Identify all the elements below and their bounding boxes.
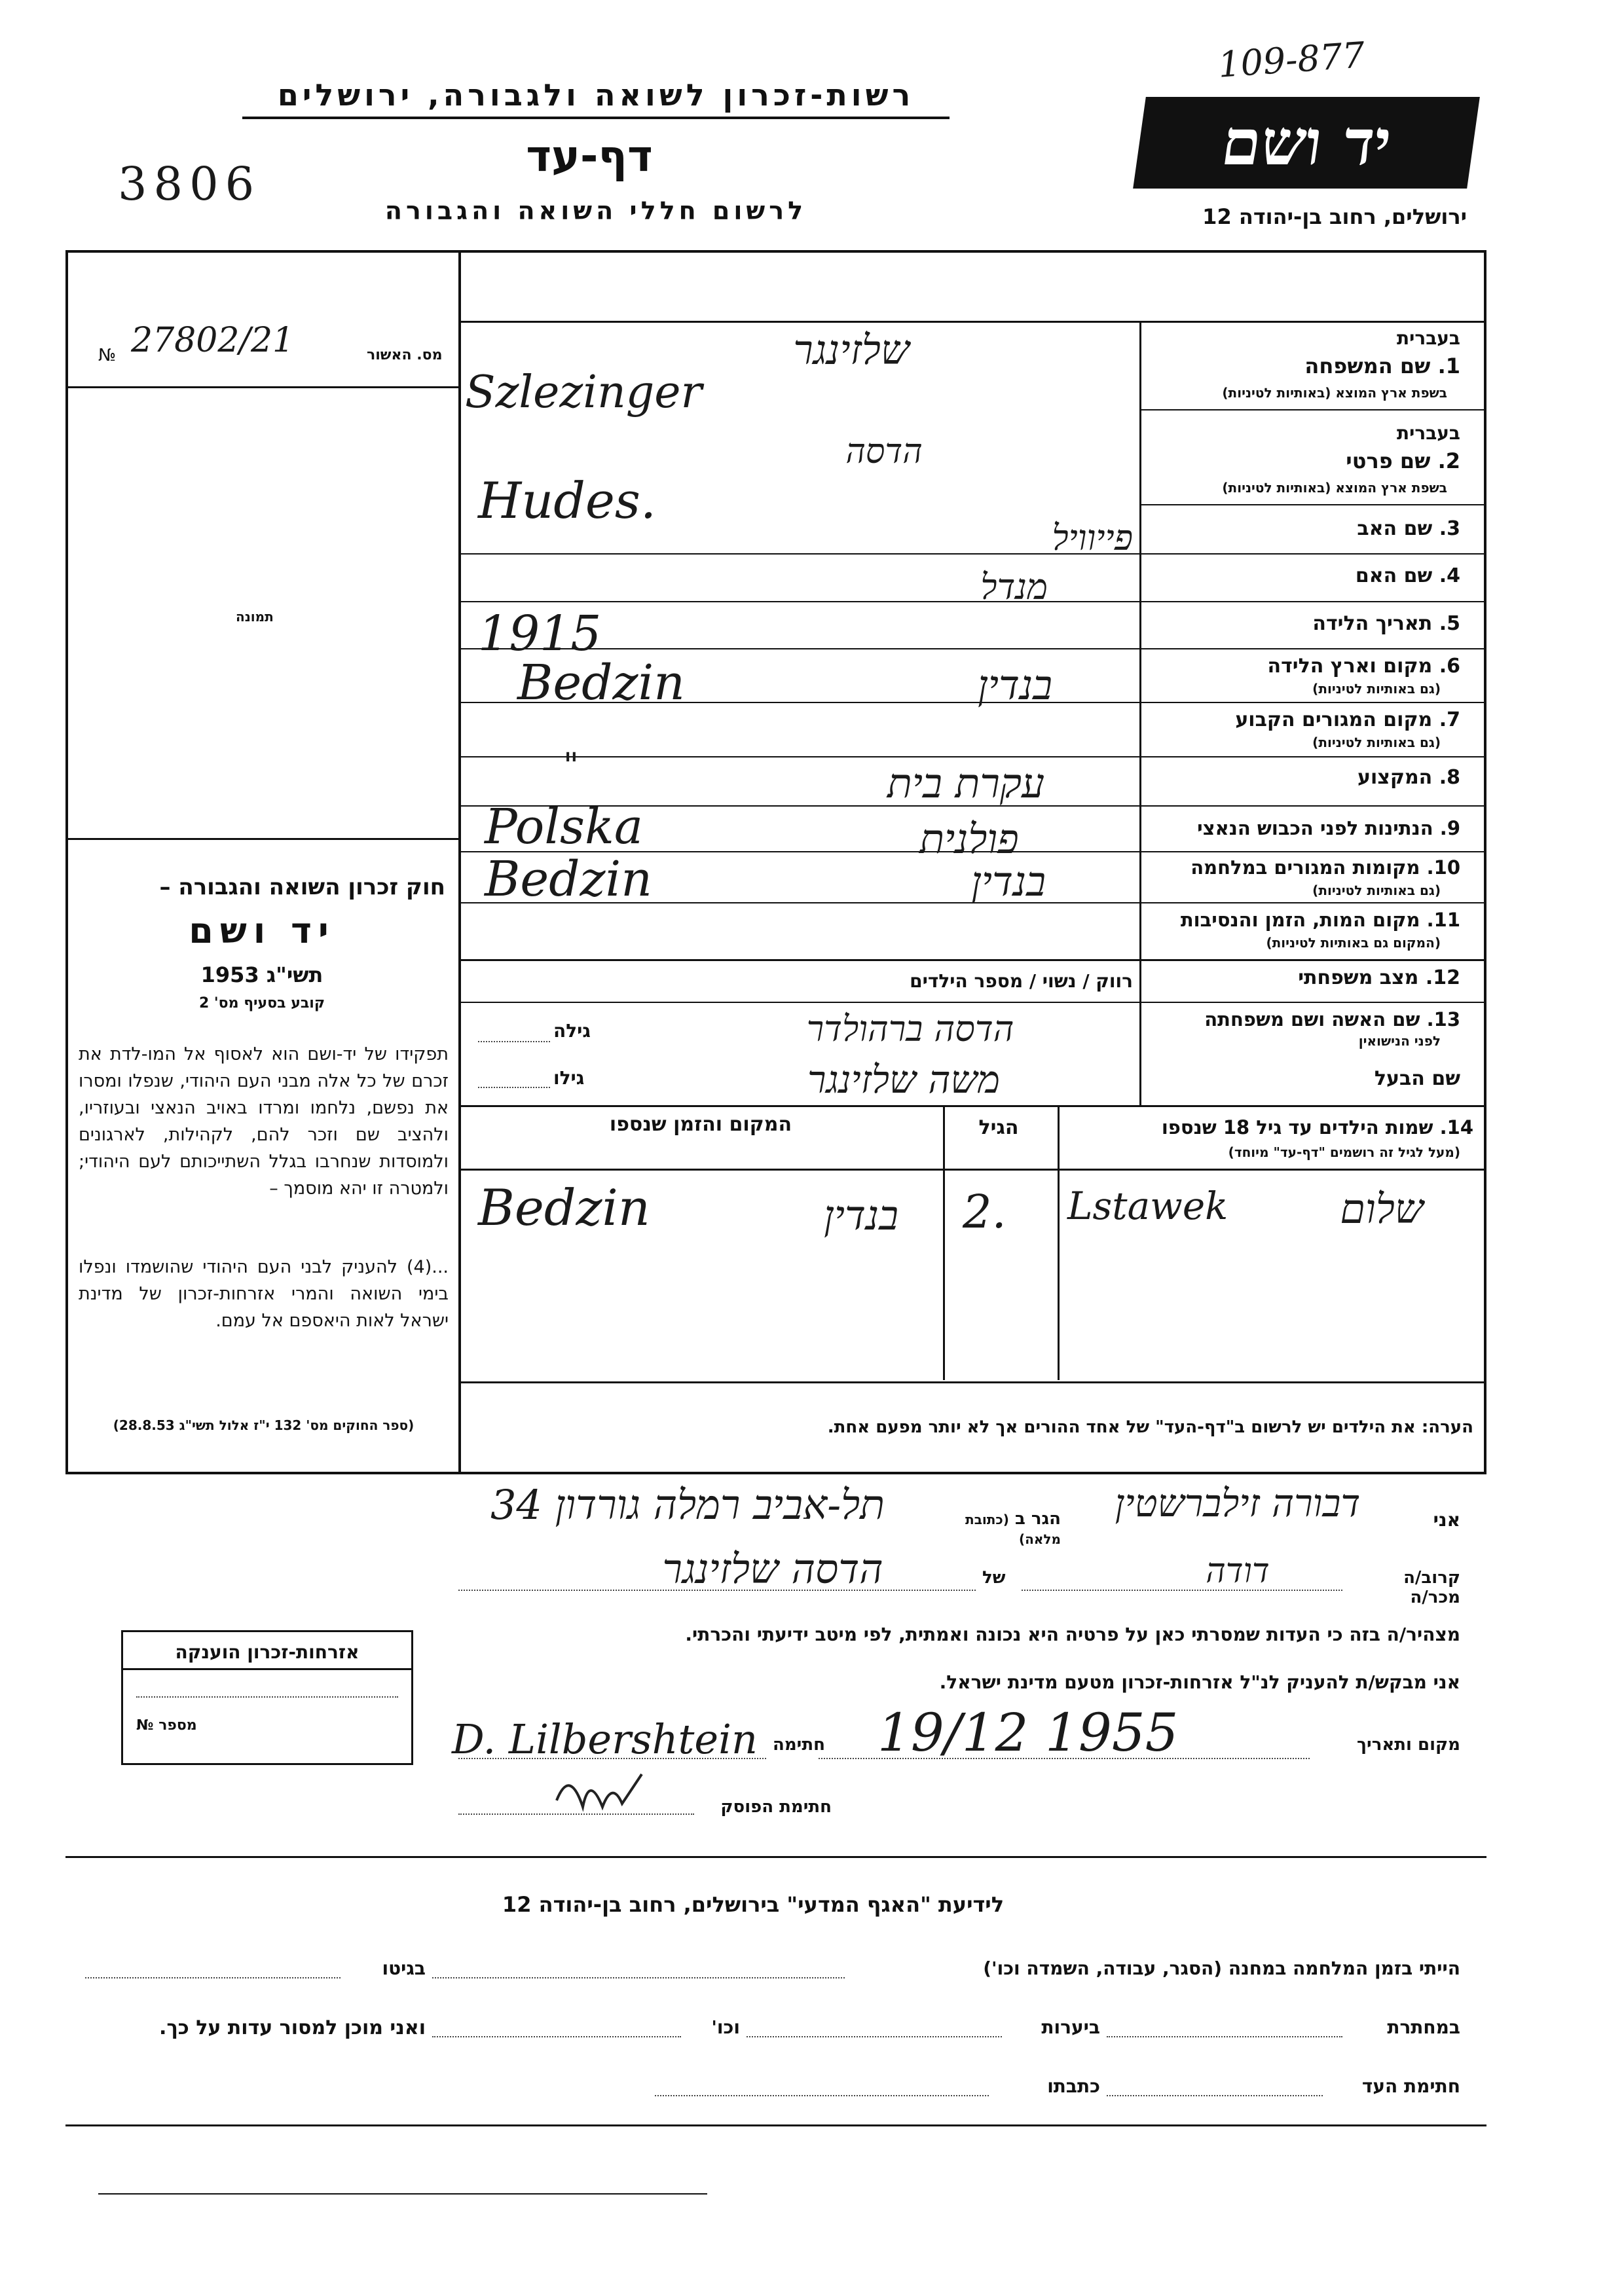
child-name-latin: Lstawek (1067, 1184, 1228, 1228)
child-place-latin: Bedzin (478, 1178, 650, 1237)
camp-label: הייתי בזמן המלחמה במחנה (הסגר, עבודה, השמדה וכו') (983, 1958, 1460, 1979)
law-source: (ספר החוקים מס' 132 י"ז אלול תשי"ג 28.8.53) (113, 1417, 415, 1433)
place-date-label: מקום ותאריך (1357, 1735, 1460, 1755)
child-place-hebrew: בנדין (823, 1192, 899, 1239)
approval-number: 27802/21 (131, 321, 295, 360)
of-name: הדסה שלזינגר (662, 1545, 883, 1593)
partisans-label: במחתרת (1387, 2016, 1460, 2038)
children-age-header: הגיל (978, 1116, 1019, 1139)
field-2-hebrew-tag: בעברית (1396, 422, 1460, 444)
declaration-statement: מצהיר/ה בזה כי העדות שמסרתי כאן על פרטיה היא נכונה ואמתית, לפי מיטב ידיעתי והכרתי. (685, 1624, 1460, 1645)
field-6-value-hebrew: בנדין (977, 661, 1053, 709)
field-11-sub: (המקום גם באותיות לטיניות) (1266, 935, 1441, 951)
field-8-label: 8. המקצוע (1357, 766, 1460, 789)
logo-address: ירושלים, רחוב בן-יהודה 12 (1202, 204, 1467, 229)
law-text-2: ...(4) להעניק לבני העם היהודי שהושמדו ונפלו בימי השואה והמרי אזרחות-זכרון של מדינת ישראל לאות היאספם אל עמם. (79, 1257, 449, 1331)
witness-sig-label: חתימת העד (1361, 2075, 1460, 2097)
field-2-value-hebrew: הדסה (845, 432, 923, 471)
field-7-sub: (גם באותיות לטיניות) (1312, 735, 1441, 750)
field-2-sub: בשפת ארץ המוצא (באותיות לטיניות) (1222, 480, 1447, 496)
children-sub: (מעל לגיל זה רושמים "דף-עד" מיוחד) (1228, 1144, 1460, 1160)
declaration-date: 19/12 1955 (877, 1702, 1179, 1763)
field-4-label: 4. שם האם (1355, 564, 1460, 587)
field-13-value: הדסה ברהולדר (806, 1008, 1014, 1049)
field-6-sub: (גם באותיות לטיניות) (1312, 681, 1441, 697)
field-7-label: 7. מקום המגורים הקבוע (1235, 708, 1460, 731)
field-10-sub: (גם באותיות לטיניות) (1312, 883, 1441, 898)
field-4-value: מנדל (980, 566, 1048, 608)
declaration-prefix: אני (1433, 1509, 1460, 1531)
field-10-label: 10. מקומות המגורים במלחמה (1190, 856, 1460, 879)
archive-reference: 109-877 (1217, 34, 1367, 86)
ghetto-label: בגיטו (382, 1958, 426, 1979)
authority-title: רשות-זכרון לשואה ולגבורה, ירושלים (277, 77, 915, 113)
field-2-value-latin: Hudes. (478, 471, 657, 530)
children-place-header: המקום והזמן שנספו (609, 1113, 792, 1136)
field-3-value: פייוויל (1052, 517, 1133, 558)
forests-label: ביערות (1041, 2016, 1100, 2038)
field-10-value-latin: Bedzin (485, 851, 652, 907)
husband-label: שם הבעל (1374, 1067, 1460, 1090)
field-9-value-hebrew: פולנית (919, 815, 1019, 863)
signature-label: חתימה (773, 1735, 825, 1755)
relation-value: דודה (1206, 1552, 1270, 1591)
field-13-age-label: גילה (553, 1020, 591, 1042)
declaration-request: אני מבקש/ת להעניק לנ"ל אזרחות-זכרון מטעם מדינת ישראל. (939, 1671, 1460, 1693)
address-label: כתבתו (1047, 2075, 1100, 2097)
field-7-value: " (563, 746, 579, 786)
field-1-hebrew-tag: בעברית (1396, 327, 1460, 349)
children-title: 14. שמות הילדים עד גיל 18 שנספו (1161, 1116, 1473, 1139)
authority-underline (242, 117, 950, 119)
citizenship-no-label: מספר № (136, 1717, 197, 1734)
etc-label: וכו' (711, 2016, 740, 2038)
citizenship-box-title: אזרחות-זכרון הוענקה (123, 1632, 411, 1670)
field-1-sub: בשפת ארץ המוצא (באותיות לטיניות) (1222, 385, 1447, 401)
form-title: דף-עד (526, 131, 653, 181)
law-clause: קובע בסעיף מס' 2 (198, 995, 325, 1011)
form-note: הערה: את הילדים יש לרשום ב"דף-העד" של אחד ההורים אך לא יותר מפעם אחת. (827, 1417, 1473, 1437)
field-1-label: 1. שם המשפחה (1304, 354, 1460, 378)
field-8-value: עקרת בית (887, 759, 1045, 807)
field-6-value-latin: Bedzin (517, 655, 685, 711)
resides-label: הגר ב (כתובת מלאה) (965, 1509, 1061, 1547)
approval-label: מס. האשור (367, 347, 443, 363)
child-age: 2. (963, 1185, 1006, 1239)
law-name: יד ושם (189, 910, 335, 951)
bottom-info-line: לידיעת "האגף המדעי" בירושלים, רחוב בן-יהודה 12 (502, 1892, 1005, 1917)
witness-name: דבורה זילברשטין (1115, 1481, 1361, 1525)
child-name-hebrew: שלום (1340, 1185, 1424, 1233)
husband-value: משה שלזינגר (807, 1057, 1000, 1102)
law-text: תפקידו של יד-ושם הוא לאסוף אל המו-לדת את זכרם של כל אלה מבני העם היהודי, שנפלו ומסרו את נפשם, נלחמו ומרדו באויב הנאצי ובעוזריו, ולהציב שם וזכר להם, לקהילות, לארגונים ולמוסדות שנחרבו בגלל השתייכותם לעם היהודי; ולמטרה זו יהא מוסמך – (79, 1044, 449, 1199)
official-signature-scribble (550, 1761, 681, 1820)
photo-label: תמונה (236, 609, 274, 625)
field-13-label: 13. שם האשה ושם משפחתה (1204, 1008, 1460, 1030)
field-9-label: 9. הנתינות לפני הכבוש הנאצי (1197, 817, 1460, 839)
field-12-label: 12. מצב משפחתי (1298, 966, 1460, 989)
field-1-value-hebrew: שלזינגר (793, 326, 910, 374)
relation-label: קרוב/ה מכר/ה (1403, 1568, 1460, 1607)
field-12-value: רווק / נשוי / מספר הילדים (910, 970, 1133, 992)
stamp-number: 3806 (118, 157, 261, 211)
field-3-label: 3. שם האב (1357, 517, 1460, 540)
field-11-label: 11. מקום המות, הזמן והנסיבות (1180, 909, 1460, 931)
of-label: של (982, 1568, 1006, 1588)
witness-address: תל-אביב רמלה גורדון 34 (490, 1481, 885, 1529)
citizenship-box (121, 1630, 413, 1765)
official-signature-label: חתימת הפוסק (720, 1797, 832, 1817)
yad-vashem-logo: יד ושם (1133, 97, 1480, 189)
law-year: תשי"ג 1953 (200, 962, 323, 987)
field-5-value: 1915 (478, 606, 602, 662)
field-10-value-hebrew: בנדין (970, 858, 1046, 905)
field-6-label: 6. מקום וארץ הלידה (1267, 655, 1460, 678)
law-title: חוק זכרון השואה והגבורה – (159, 874, 445, 900)
form-subtitle: לרשום חללי השואה והגבורה (384, 196, 807, 225)
field-1-value-latin: Szlezinger (465, 367, 703, 418)
ready-label: ואני מוכן למסור עדות על כך. (159, 2016, 426, 2039)
field-2-label: 2. שם פרטי (1346, 448, 1460, 473)
field-9-value-latin: Polska (485, 799, 643, 855)
husband-age-label: גילו (553, 1067, 585, 1089)
field-13-sub: לפני הנישואין (1358, 1033, 1441, 1049)
witness-signature: D. Lilbershtein (452, 1715, 758, 1763)
approval-no-label: № (98, 346, 117, 365)
field-5-label: 5. תאריך הלידה (1312, 612, 1460, 635)
